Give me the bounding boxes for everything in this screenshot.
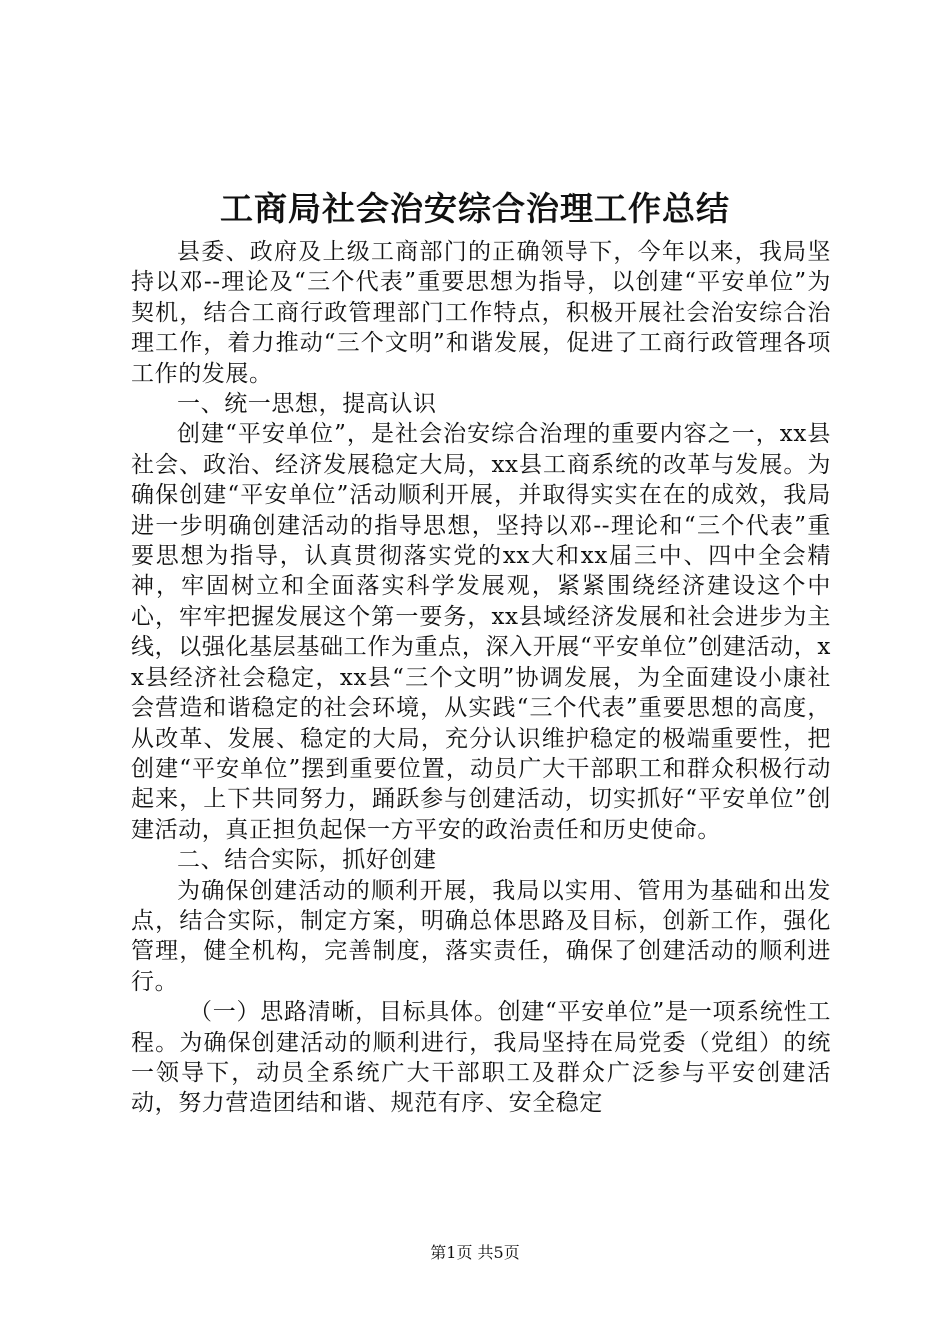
intro-paragraph: 县委、政府及上级工商部门的正确领导下，今年以来，我局坚持以邓--理论及“三个代表”重要思想为指导，以创建“平安单位”为契机，结合工商行政管理部门工作特点，积极开展社会治安综合治理工作，着力推动“三个文明”和谐发展，促进了工商行政管理各项工作的发展。: [131, 239, 831, 387]
section-heading-1: 一、统一思想，提高认识: [177, 391, 437, 418]
section-heading-2: 二、结合实际，抓好创建: [177, 847, 437, 874]
section-2-paragraph: 为确保创建活动的顺利开展，我局以实用、管用为基础和出发点，结合实际，制定方案，明确总体思路及目标，创新工作，强化管理，健全机构，完善制度，落实责任，确保了创建活动的顺利进行。: [131, 877, 831, 995]
document-body: [131, 237, 831, 1119]
subsection-1-paragraph: （一）思路清晰，目标具体。创建“平安单位”是一项系统性工程。为确保创建活动的顺利进行，我局坚持在局党委（党组）的统一领导下，动员全系统广大干部职工及群众广泛参与平安创建活动，努力营造团结和谐、规范有序、安全稳定: [131, 999, 831, 1117]
document-title: 工商局社会治安综合治理工作总结: [220, 189, 730, 228]
page-number-footer: 第1页 共5页: [430, 1243, 520, 1262]
section-1-paragraph: 创建“平安单位”，是社会治安综合治理的重要内容之一，xx县社会、政治、经济发展稳定大局，xx县工商系统的改革与发展。为确保创建“平安单位”活动顺利开展，并取得实实在在的成效，我局进一步明确创建活动的指导思想，坚持以邓--理论和“三个代表”重要思想为指导，认真贯彻落实党的xx大和xx届三中、四中全会精神，牢固树立和全面落实科学发展观，紧紧围绕经济建设这个中心，牢牢把握发展这个第一要务，xx县域经济发展和社会进步为主线，以强化基层基础工作为重点，深入开展“平安单位”创建活动，xx县经济社会稳定，xx县“三个文明”协调发展，为全面建设小康社会营造和谐稳定的社会环境，从实践“三个代表”重要思想的高度，从改革、发展、稳定的大局，充分认识维护稳定的极端重要性，把创建“平安单位”摆到重要位置，动员广大干部职工和群众积极行动起来，上下共同努力，踊跃参与创建活动，切实抓好“平安单位”创建活动，真正担负起保一方平安的政治责任和历史使命。: [131, 421, 831, 843]
